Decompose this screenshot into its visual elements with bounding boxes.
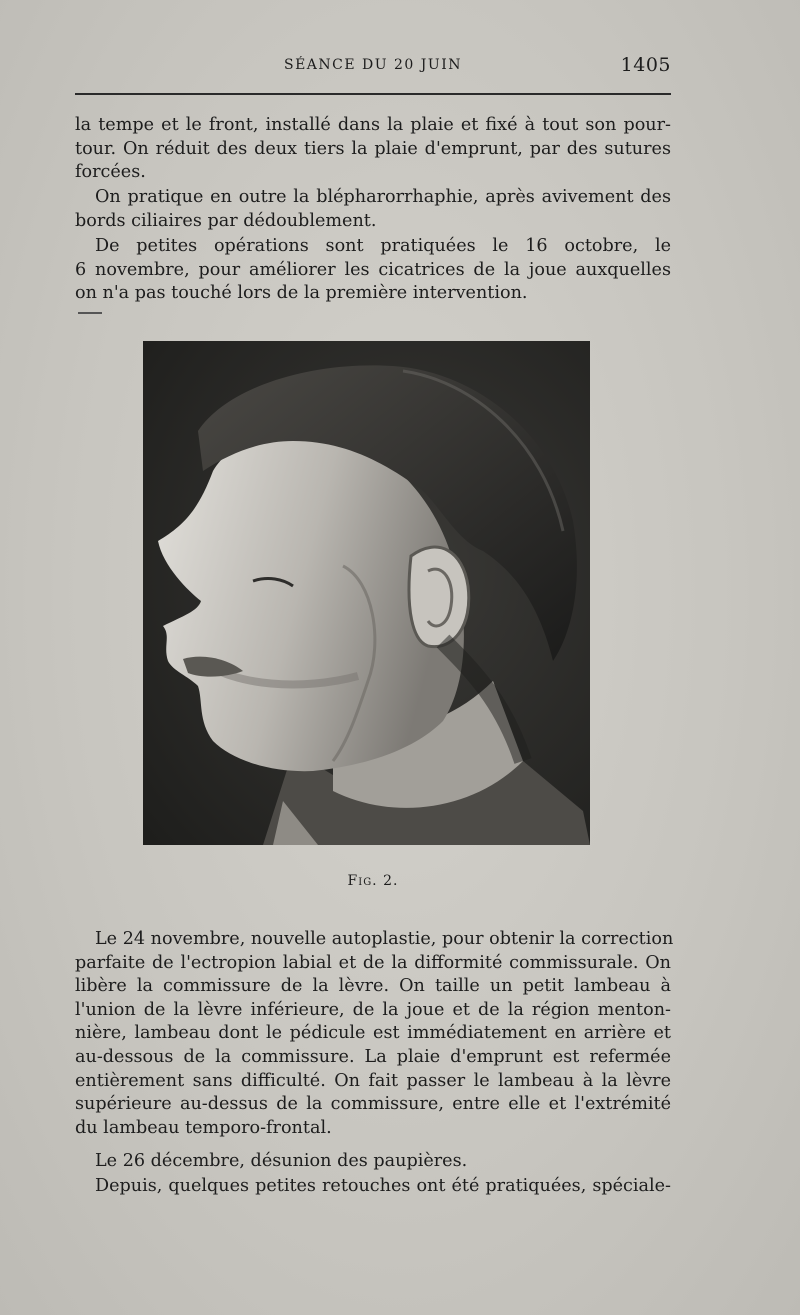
text-line: tour. On réduit des deux tiers la plaie d'emprunt, par des sutures <box>75 138 671 159</box>
text-line: libère la commissure de la lèvre. On taille un petit lambeau à <box>75 976 671 997</box>
text-line: on n'a pas touché lors de la première intervention. <box>75 283 528 304</box>
text-line: Le 24 novembre, nouvelle autoplastie, pour obtenir la correction <box>95 929 674 949</box>
page-header <box>75 54 671 80</box>
text-line: parfaite de l'ectropion labial et de la difformité commissurale. On <box>75 952 671 973</box>
paragraph-3 <box>75 235 671 306</box>
text-line: au-dessous de la commissure. La plaie d'emprunt est refermée <box>75 1046 671 1067</box>
paragraph-4 <box>75 928 674 1140</box>
figure-caption: Fig. 2. <box>347 873 399 889</box>
text-line: Depuis, quelques petites retouches ont été pratiquées, spéciale- <box>95 1176 671 1196</box>
text-line: entièrement sans difficulté. On fait passer le lambeau à la lèvre <box>75 1070 671 1091</box>
text-line: l'union de la lèvre inférieure, de la joue et de la région menton- <box>75 999 671 1020</box>
text-line: On pratique en outre la blépharorrhaphie, après avivement des <box>95 187 671 207</box>
paragraph-6 <box>75 1175 671 1199</box>
text-line: du lambeau temporo-frontal. <box>75 1117 332 1138</box>
text-line: Le 26 décembre, désunion des paupières. <box>95 1151 468 1171</box>
portrait-illustration <box>143 341 590 845</box>
text-line: bords ciliaires par dédoublement. <box>75 210 377 231</box>
paragraph-1 <box>75 114 671 185</box>
separator-dash <box>78 312 102 314</box>
profile-photograph <box>143 341 590 845</box>
text-line: la tempe et le front, installé dans la plaie et fixé à tout son pour- <box>75 115 671 135</box>
text-line: forcées. <box>75 162 146 183</box>
text-line: supérieure au-dessus de la commissure, entre elle et l'extrémité <box>75 1094 671 1115</box>
text-line: De petites opérations sont pratiquées le 16 octobre, le <box>95 236 671 256</box>
paragraph-5 <box>75 1150 671 1174</box>
paragraph-2 <box>75 186 671 233</box>
page-number: 1405 <box>620 54 671 76</box>
text-line: nière, lambeau dont le pédicule est immédiatement en arrière et <box>75 1023 671 1044</box>
running-title: SÉANCE DU 20 JUIN <box>284 57 462 73</box>
text-line: 6 novembre, pour améliorer les cicatrices de la joue auxquelles <box>75 259 671 280</box>
header-rule <box>75 93 671 95</box>
